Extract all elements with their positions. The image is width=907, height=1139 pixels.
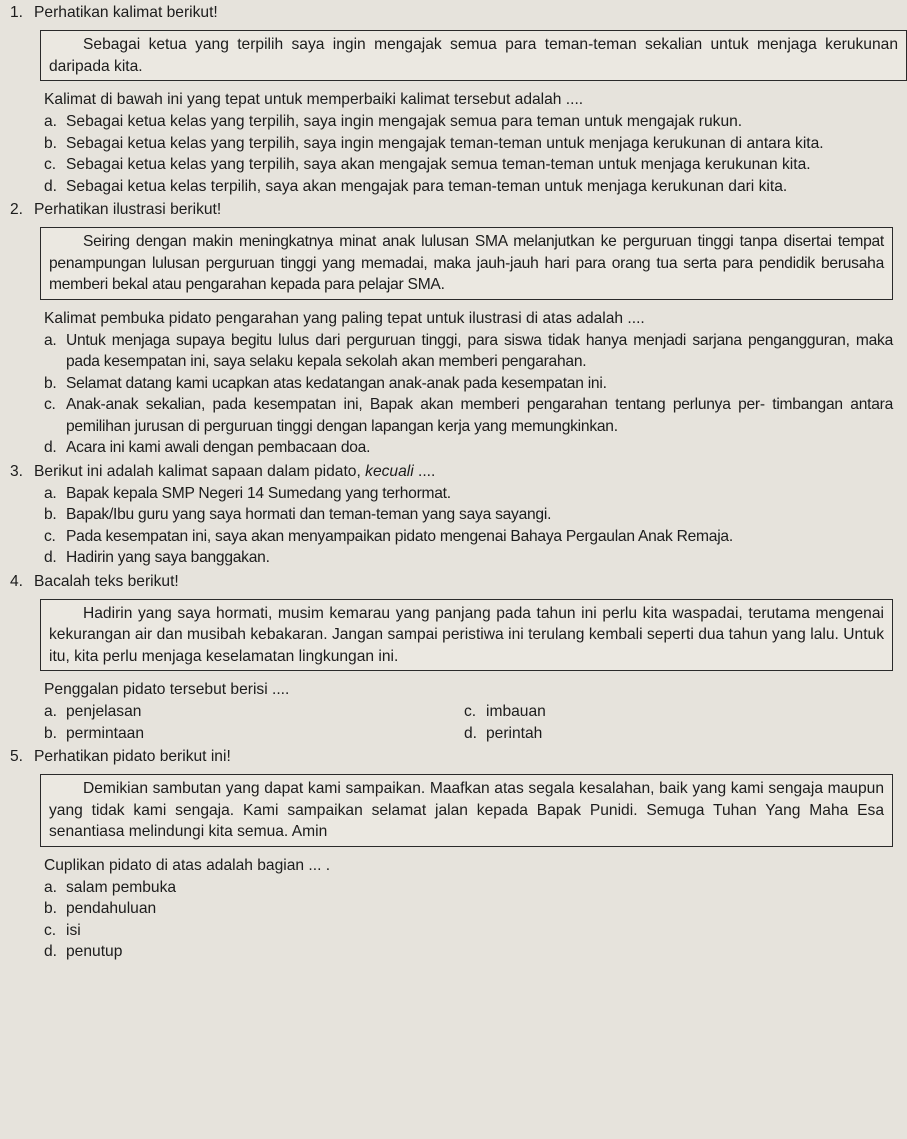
option-a[interactable]: a. salam pembuka [44, 878, 177, 896]
prompt-emphasis: kecuali [365, 462, 414, 480]
option-c[interactable]: c. Anak-anak sekalian, pada kesempatan ini, Bapak akan memberi pengarahan tentang perlunya per- timbangan antara pemilihan jurusan di perguruan tinggi dengan lapangan kerja yang memungkinkan. [44, 396, 893, 435]
passage-box [40, 227, 893, 300]
passage-text: Hadirin yang saya hormati, musim kemarau yang panjang pada tahun ini perlu kita waspadai, terutama mengenai kekurangan air dan musibah kebakaran. Jangan sampai peristiwa ini terulang kembali seperti dua tahun yang lalu. Untuk itu, kita perlu menjaga keselamatan lingkungan ini. [49, 604, 884, 665]
passage-text: Sebagai ketua yang terpilih saya ingin mengajak semua para teman-teman sekalian untuk menjaga kerukunan daripada kita. [49, 36, 898, 75]
options-list [44, 330, 893, 459]
question-prompt: Perhatikan pidato berikut ini! [34, 748, 231, 765]
question-3 [10, 461, 893, 569]
option-d[interactable]: d. Sebagai ketua kelas terpilih, saya akan mengajak para teman-teman untuk menjaga kerukunan dari kita. [44, 177, 788, 195]
question-stem: Kalimat pembuka pidato pengarahan yang paling tepat untuk ilustrasi di atas adalah .... [44, 309, 645, 327]
option-d[interactable]: d. perintah [464, 724, 543, 742]
option-a[interactable]: a. Sebagai ketua kelas yang terpilih, saya ingin mengajak semua para teman untuk mengajak rukun. [44, 113, 743, 130]
option-c[interactable]: c. Sebagai ketua kelas yang terpilih, saya akan mengajak semua teman-teman untuk menjaga kerukunan kita. [44, 156, 811, 173]
question-stem: Cuplikan pidato di atas adalah bagian ... . [44, 856, 331, 874]
question-stem: Kalimat di bawah ini yang tepat untuk memperbaiki kalimat tersebut adalah .... [44, 91, 584, 108]
worksheet-page [0, 2, 907, 1139]
passage-box [40, 774, 893, 847]
option-d[interactable]: d. penutup [44, 943, 123, 960]
question-number: 3. [10, 462, 24, 480]
option-b[interactable]: b. permintaan [44, 724, 145, 742]
question-number: 5. [10, 748, 24, 765]
option-d[interactable]: d. Hadirin yang saya banggakan. [44, 549, 270, 566]
options-list [44, 877, 893, 963]
option-a[interactable]: a. Bapak kepala SMP Negeri 14 Sumedang yang terhormat. [44, 484, 451, 502]
option-c[interactable]: c. imbauan [464, 703, 546, 720]
question-number: 1. [10, 4, 24, 21]
question-5 [10, 746, 893, 963]
options-list [44, 483, 893, 569]
option-b[interactable]: b. Sebagai ketua kelas yang terpilih, saya ingin mengajak teman-teman untuk menjaga kerukunan di antara kita. [44, 134, 824, 152]
question-prompt: Perhatikan ilustrasi berikut! [34, 201, 222, 218]
passage-box [40, 30, 907, 81]
option-b[interactable]: b. Bapak/Ibu guru yang saya hormati dan teman-teman yang saya sayangi. [44, 506, 552, 523]
passage-text: Demikian sambutan yang dapat kami sampaikan. Maafkan atas segala kesalahan, baik yang kami sengaja maupun yang tidak kami sengaja. Kami sampaikan selamat jalan kepada Bapak Punidi. Semuga Tuhan Yang Maha Esa senantiasa melindungi kita semua. Amin [49, 780, 884, 840]
options-list [44, 111, 893, 197]
option-d[interactable]: d. Acara ini kami awali dengan pembacaan doa. [44, 439, 371, 456]
question-number: 4. [10, 572, 24, 590]
option-b[interactable]: b. Selamat datang kami ucapkan atas kedatangan anak-anak pada kesempatan ini. [44, 374, 607, 392]
option-a[interactable]: a. penjelasan [44, 703, 142, 720]
question-prompt: Perhatikan kalimat berikut! [34, 4, 218, 21]
question-1 [10, 2, 898, 197]
passage-box [40, 599, 893, 672]
question-2 [10, 199, 893, 459]
option-a[interactable]: a. Untuk menjaga supaya begitu lulus dari perguruan tinggi, para siswa tidak hanya menjadi sarjana pengangguran, maka pada kesempatan ini, saya selaku kepala sekolah akan memberi pengarahan. [44, 331, 893, 370]
options-grid [44, 701, 893, 744]
question-4 [10, 571, 893, 745]
passage-text: Seiring dengan makin meningkatnya minat anak lulusan SMA melanjutkan ke perguruan tinggi tanpa disertai tempat penampungan lulusan perguruan tinggi yang memadai, maka jauh-jauh hari para orang tua serta para pendidik berusaha memberi bekal atau pengarahan kepada para pelajar SMA. [49, 233, 884, 293]
option-c[interactable]: c. isi [44, 921, 81, 939]
option-b[interactable]: b. pendahuluan [44, 900, 157, 917]
question-prompt: Berikut ini adalah kalimat sapaan dalam pidato, kecuali .... [34, 462, 436, 480]
question-prompt: Bacalah teks berikut! [34, 572, 179, 590]
question-stem: Penggalan pidato tersebut berisi .... [44, 681, 290, 698]
question-number: 2. [10, 201, 24, 218]
option-c[interactable]: c. Pada kesempatan ini, saya akan menyampaikan pidato mengenai Bahaya Pergaulan Anak Remaja. [44, 527, 733, 545]
